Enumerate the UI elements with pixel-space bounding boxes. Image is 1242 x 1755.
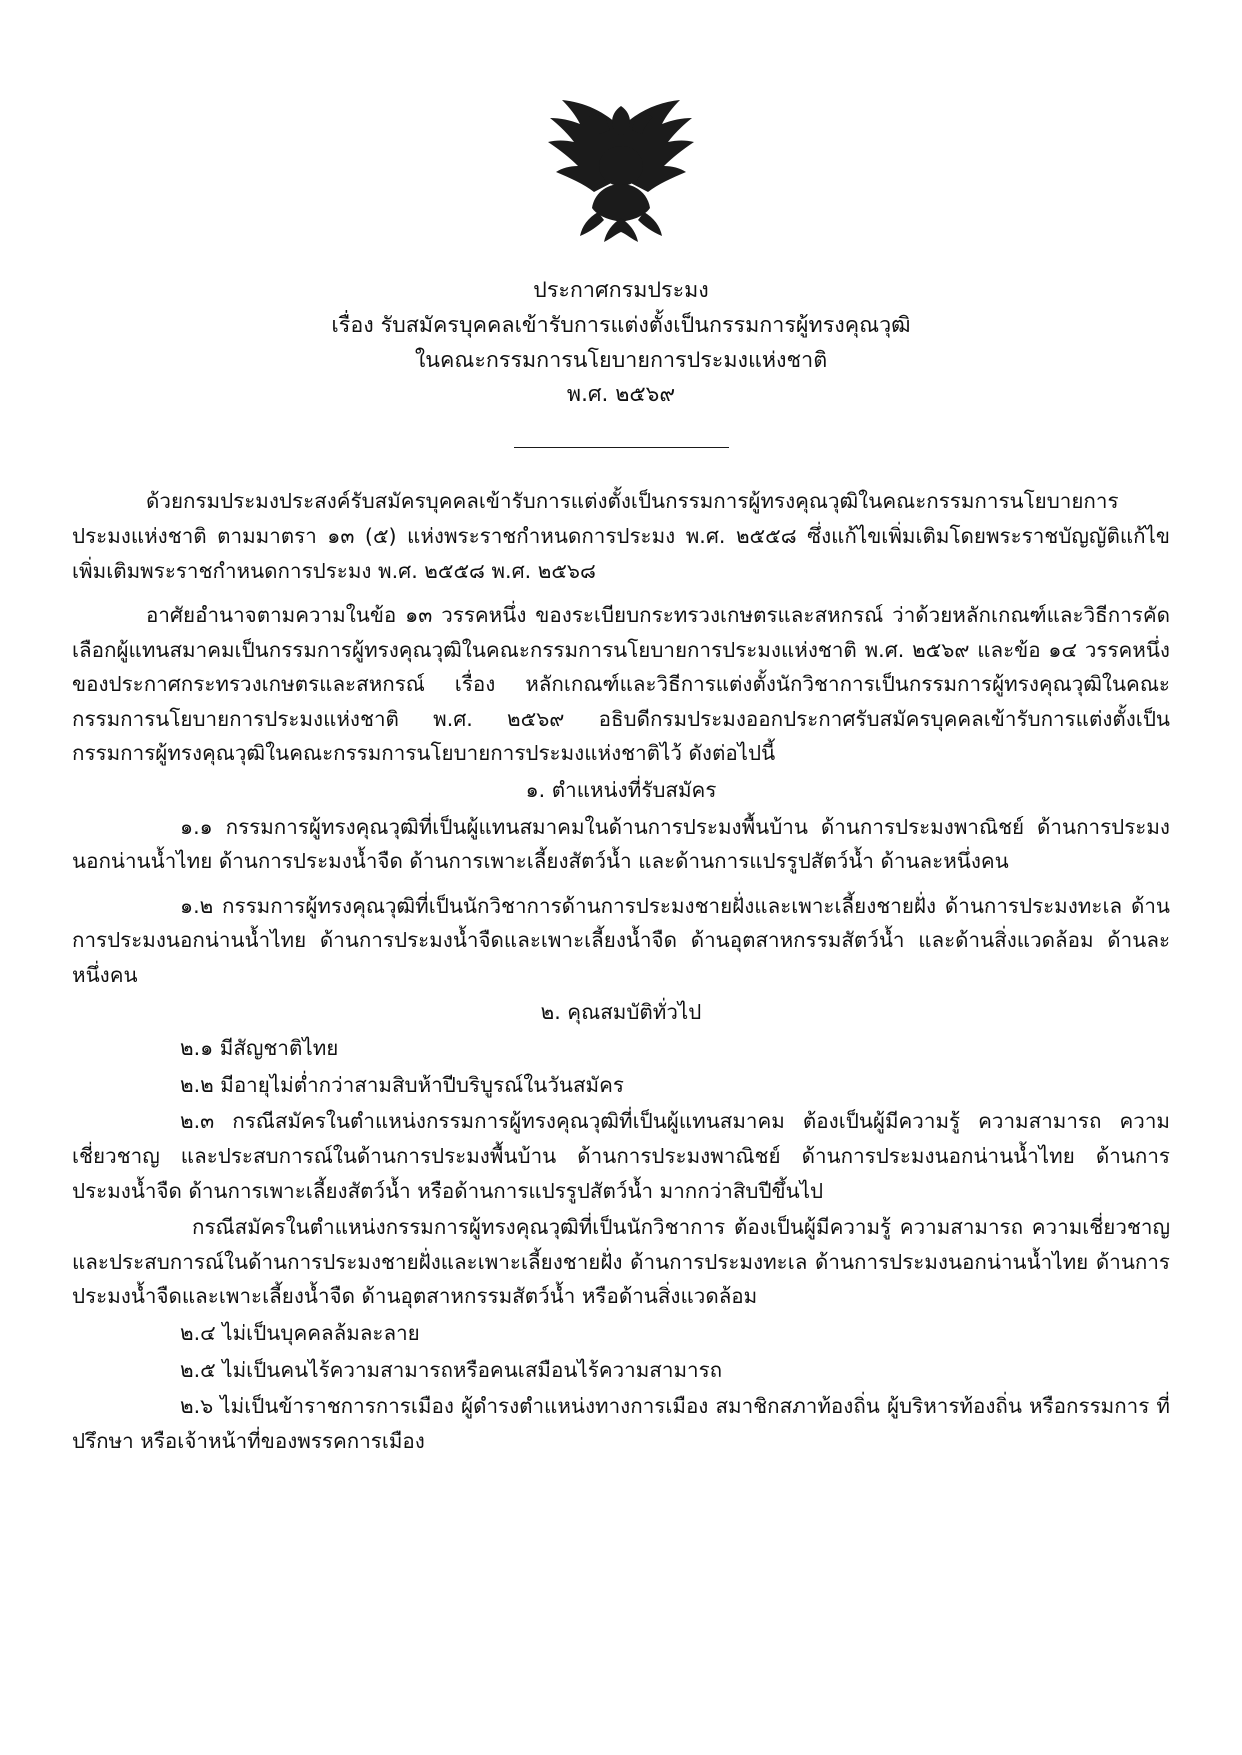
garuda-emblem-icon xyxy=(536,92,706,252)
section-2-title: ๒. คุณสมบัติทั่วไป xyxy=(540,999,702,1024)
heading-divider xyxy=(514,447,729,448)
section-2-item-1: ๒.๑ มีสัญชาติไทย xyxy=(180,1036,339,1061)
section-2-item-5: ๒.๔ ไม่เป็นบุคคลล้มละลาย xyxy=(180,1320,420,1345)
heading-line-4: พ.ศ. ๒๕๖๙ xyxy=(566,382,676,408)
heading-line-2: เรื่อง รับสมัครบุคคลเข้ารับการแต่งตั้งเป็นกรรมการผู้ทรงคุณวุฒิ xyxy=(331,312,911,338)
section-2-item-4: กรณีสมัครในตำแหน่งกรรมการผู้ทรงคุณวุฒิที่เป็นนักวิชาการ ต้องเป็นผู้มีความรู้ ความสามารถ ความเชี่ยวชาญ และประสบการณ์ในด้านการประมงชายฝั่งและเพาะเลี้ยงชายฝั่ง ด้านการประมงทะเล ด้านการประมงนอกน่านน้ำไทย ด้านการประมงน้ำจืดและเพาะเลี้ยงน้ำจืด ด้านอุตสาหกรรมสัตว์น้ำ หรือด้านสิ่งแวดล้อม xyxy=(72,1215,1170,1309)
section-1-item-1: ๑.๑ กรรมการผู้ทรงคุณวุฒิที่เป็นผู้แทนสมาคมในด้านการประมงพื้นบ้าน ด้านการประมงพาณิชย์ ด้านการประมงนอกน่านน้ำไทย ด้านการประมงน้ำจืด ด้านการเพาะเลี้ยงสัตว์น้ำ และด้านการแปรรูปสัตว์น้ำ ด้านละหนึ่งคน xyxy=(72,814,1170,874)
document-heading xyxy=(0,274,1242,413)
paragraph-intro-2: อาศัยอำนาจตามความในข้อ ๑๓ วรรคหนึ่ง ของระเบียบกระทรวงเกษตรและสหกรณ์ ว่าด้วยหลักเกณฑ์และวิธีการคัดเลือกผู้แทนสมาคมเป็นกรรมการผู้ทรงคุณวุฒิในคณะกรรมการนโยบายการประมงแห่งชาติ พ.ศ. ๒๕๖๙ และข้อ ๑๔ วรรคหนึ่ง ของประกาศกระทรวงเกษตรและสหกรณ์ เรื่อง หลักเกณฑ์และวิธีการแต่งตั้งนักวิชาการเป็นกรรมการผู้ทรงคุณวุฒิในคณะกรรมการนโยบายการประมงแห่งชาติ พ.ศ. ๒๕๖๙ อธิบดีกรมประมงออกประกาศรับสมัครบุคคลเข้ารับการแต่งตั้งเป็นกรรมการผู้ทรงคุณวุฒิในคณะกรรมการนโยบายการประมงแห่งชาติไว้ ดังต่อไปนี้ xyxy=(72,603,1170,766)
document-body xyxy=(72,484,1170,1458)
section-2-item-2: ๒.๒ มีอายุไม่ต่ำกว่าสามสิบห้าปีบริบูรณ์ในวันสมัคร xyxy=(180,1072,624,1097)
heading-line-3: ในคณะกรรมการนโยบายการประมงแห่งชาติ xyxy=(414,347,828,373)
emblem-container xyxy=(0,0,1242,252)
section-2-item-3: ๒.๓ กรณีสมัครในตำแหน่งกรรมการผู้ทรงคุณวุฒิที่เป็นผู้แทนสมาคม ต้องเป็นผู้มีความรู้ ความสามารถ ความเชี่ยวชาญ และประสบการณ์ในด้านการประมงพื้นบ้าน ด้านการประมงพาณิชย์ ด้านการประมงนอกน่านน้ำไทย ด้านการประมงน้ำจืด ด้านการเพาะเลี้ยงสัตว์น้ำ หรือด้านการแปรรูปสัตว์น้ำ มากกว่าสิบปีขึ้นไป xyxy=(72,1109,1170,1203)
section-1-item-2: ๑.๒ กรรมการผู้ทรงคุณวุฒิที่เป็นนักวิชาการด้านการประมงชายฝั่งและเพาะเลี้ยงชายฝั่ง ด้านการประมงทะเล ด้านการประมงนอกน่านน้ำไทย ด้านการประมงน้ำจืดและเพาะเลี้ยงน้ำจืด ด้านอุตสาหกรรมสัตว์น้ำ และด้านสิ่งแวดล้อม ด้านละหนึ่งคน xyxy=(72,893,1170,988)
section-2-item-7: ๒.๖ ไม่เป็นข้าราชการการเมือง ผู้ดำรงตำแหน่งทางการเมือง สมาชิกสภาท้องถิ่น ผู้บริหารท้องถิ่น หรือกรรมการ ที่ปรึกษา หรือเจ้าหน้าที่ของพรรคการเมือง xyxy=(72,1394,1170,1453)
section-2-item-6: ๒.๕ ไม่เป็นคนไร้ความสามารถหรือคนเสมือนไร้ความสามารถ xyxy=(180,1357,723,1382)
paragraph-intro-1: ด้วยกรมประมงประสงค์รับสมัครบุคคลเข้ารับการแต่งตั้งเป็นกรรมการผู้ทรงคุณวุฒิในคณะกรรมการนโยบายการประมงแห่งชาติ ตามมาตรา ๑๓ (๕) แห่งพระราชกำหนดการประมง พ.ศ. ๒๕๕๘ ซึ่งแก้ไขเพิ่มเติมโดยพระราชบัญญัติแก้ไขเพิ่มเติมพระราชกำหนดการประมง พ.ศ. ๒๕๕๘ พ.ศ. ๒๕๖๘ xyxy=(72,489,1170,583)
heading-line-1: ประกาศกรมประมง xyxy=(533,278,709,303)
section-1-title: ๑. ตำแหน่งที่รับสมัคร xyxy=(525,778,717,803)
